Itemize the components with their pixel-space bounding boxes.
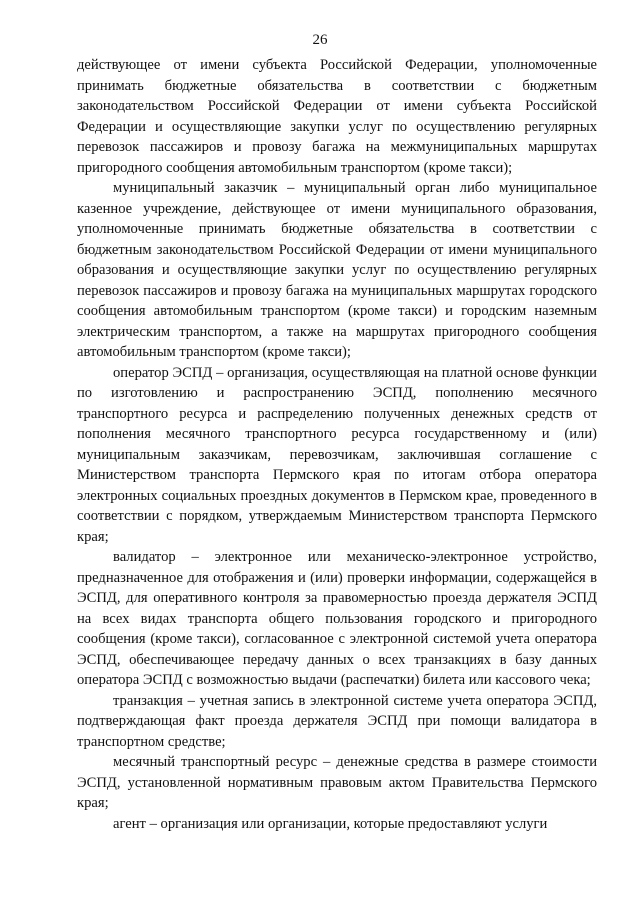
paragraph-agent: агент – организация или организации, которые предоставляют услуги: [113, 815, 548, 832]
paragraph-continuation: действующее от имени субъекта Российской Федерации, уполномоченные принимать бюджетные обязательства в соответствии с бюджетным законодательством Российской Федерации от имени субъекта Российской Федерации и осуществляющие закупки услуг по осуществлению регулярных перевозок пассажиров и провозу багажа на межмуниципальных маршрутах пригородного сообщения автомобильным транспортом (кроме такси);: [77, 57, 597, 176]
paragraph-validator: валидатор – электронное или механическо-электронное устройство, предназначенное для отображения и (или) проверки информации, содержащейся в ЭСПД, для оперативного контроля за правомерностью проезда держателя ЭСПД на всех видах транспорта общего пользования городского и пригородного сообщения (кроме такси), согласованное с электронной системой учета оператора ЭСПД, обеспечивающее передачу данных о всех транзакциях в базу данных оператора ЭСПД с возможностью выдачи (распечатки) билета или кассового чека;: [77, 549, 597, 688]
document-body: [77, 55, 597, 834]
paragraph-municipal-customer: муниципальный заказчик – муниципальный орган либо муниципальное казенное учреждение, действующее от имени муниципального образования, уполномоченные принимать бюджетные обязательства в соответствии с бюджетным законодательством Российской Федерации от имени муниципального образования и осуществляющие закупки услуг по осуществлению регулярных перевозок пассажиров и провозу багажа на муниципальных маршрутах городского сообщения автомобильным транспортом (кроме такси) и городским наземным электрическим транспортом, а также на маршрутах пригородного сообщения автомобильным транспортом (кроме такси);: [77, 180, 597, 360]
paragraph-espd-operator: оператор ЭСПД – организация, осуществляющая на платной основе функции по изготовлению и распространению ЭСПД, пополнению месячного транспортного ресурса и распределению полученных денежных средств от пополнения месячного транспортного ресурса государственному и (или) муниципальным заказчикам, перевозчикам, заключившая соглашение с Министерством транспорта Пермского края по итогам отбора оператора электронных социальных проездных документов в Пермском крае, проведенного в соответствии с порядком, утверждаемым Министерством транспорта Пермского края;: [77, 364, 597, 545]
paragraph-transaction: транзакция – учетная запись в электронной системе учета оператора ЭСПД, подтверждающая факт проезда держателя ЭСПД при помощи валидатора в транспортном средстве;: [77, 692, 597, 750]
page-number: 26: [312, 32, 328, 48]
paragraph-monthly-transport-resource: месячный транспортный ресурс – денежные средства в размере стоимости ЭСПД, установленной нормативным правовым актом Правительства Пермского края;: [77, 754, 597, 811]
